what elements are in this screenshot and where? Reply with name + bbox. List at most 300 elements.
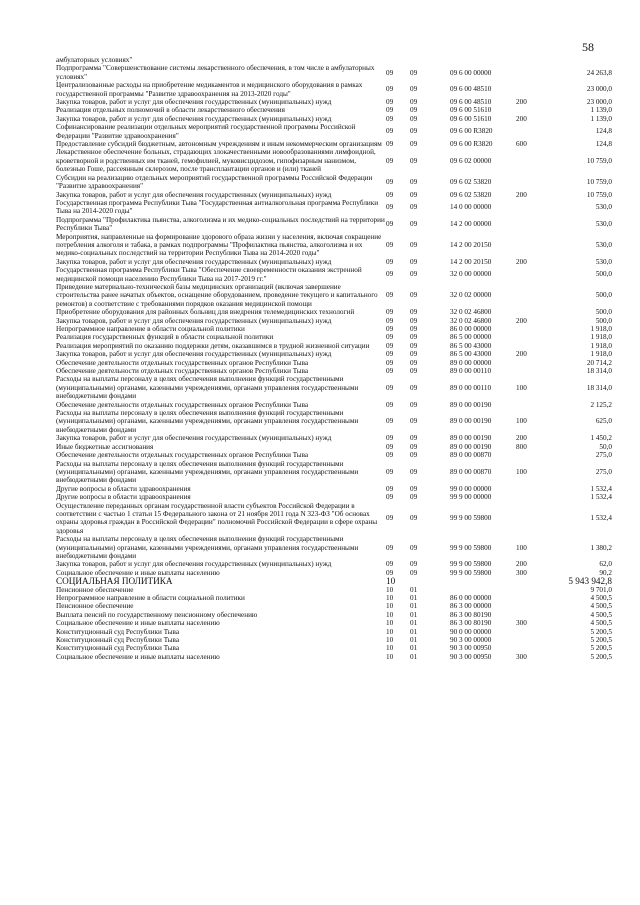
amount: 50,0 bbox=[599, 442, 612, 451]
table-row bbox=[56, 619, 612, 627]
subsection-code: 09 bbox=[410, 341, 418, 350]
table-row bbox=[56, 443, 612, 451]
table-row bbox=[56, 98, 612, 106]
row-name: Выплата пенсий по государственному пенсионному обеспечению bbox=[56, 610, 258, 619]
row-name: Предоставление субсидий бюджетным, автономным учреждениям и иным некоммерческим организациям bbox=[56, 140, 382, 149]
amount: 20 714,2 bbox=[586, 358, 612, 367]
amount: 1 918,0 bbox=[590, 325, 612, 333]
amount: 530,0 bbox=[595, 240, 612, 249]
subsection-code: 09 bbox=[410, 127, 418, 136]
row-name: Субсидии на реализацию отдельных мероприятий государственной программы Российской Федерации "Развитие здравоохранения" bbox=[56, 173, 373, 191]
amount: 275,0 bbox=[595, 467, 612, 476]
section-code: 09 bbox=[386, 203, 394, 212]
target-article-code bbox=[450, 586, 516, 594]
subsection-code: 09 bbox=[410, 177, 418, 186]
table-row bbox=[56, 81, 612, 98]
amount: 1 450,2 bbox=[590, 434, 612, 443]
section-code: 09 bbox=[386, 434, 394, 443]
section-code: 10 bbox=[386, 627, 394, 636]
amount: 10 759,0 bbox=[586, 156, 612, 165]
expense-type-code bbox=[516, 283, 546, 308]
amount: 5 200,5 bbox=[590, 627, 612, 636]
row-name: Обеспечение деятельности отдельных государственных органов Республики Тыва bbox=[56, 451, 309, 460]
table-row bbox=[56, 602, 612, 610]
subsection-code: 09 bbox=[410, 493, 418, 502]
table-row bbox=[56, 502, 612, 536]
section-code: 09 bbox=[386, 219, 394, 228]
target-article-code: 09 6 00 48510 bbox=[450, 98, 492, 107]
expense-type-code: 300 bbox=[516, 568, 527, 577]
row-name: Софинансирование реализации отдельных мероприятий государственной программы Российской Федерации "Развитие здравоохранения" bbox=[56, 123, 356, 140]
expense-type-code bbox=[516, 325, 546, 333]
expense-type-code: 300 bbox=[516, 652, 527, 661]
expense-type-code: 200 bbox=[516, 114, 527, 123]
table-row bbox=[56, 258, 612, 266]
amount: 18 314,0 bbox=[586, 383, 612, 392]
row-name: Пенсионное обеспечение bbox=[56, 602, 134, 611]
expense-type-code: 200 bbox=[516, 98, 527, 107]
table-row bbox=[56, 56, 612, 64]
table-row bbox=[56, 460, 612, 485]
expense-type-code bbox=[516, 594, 546, 602]
target-article-code: 99 0 00 00000 bbox=[450, 484, 492, 493]
budget-table-body bbox=[56, 56, 612, 661]
expense-type-code bbox=[516, 367, 546, 375]
row-name: Социальное обеспечение и иные выплаты населению bbox=[56, 619, 220, 628]
row-name: Обеспечение деятельности отдельных государственных органов Республики Тыва bbox=[56, 400, 309, 409]
subsection-code: 01 bbox=[410, 636, 418, 645]
section-code: 10 bbox=[386, 585, 394, 594]
target-article-code: 86 3 00 00000 bbox=[450, 602, 492, 611]
target-article-code: 09 6 02 53820 bbox=[450, 190, 492, 199]
subsection-code bbox=[410, 577, 450, 585]
section-code: 09 bbox=[386, 156, 394, 165]
expense-type-code: 100 bbox=[516, 467, 527, 476]
subsection-code: 09 bbox=[410, 219, 418, 228]
target-article-code: 09 6 00 51610 bbox=[450, 106, 492, 115]
row-name: Мероприятия, направленные на формирование здорового образа жизни у населения, включая сокращение потребления алкоголя и табака, в рамках подпрограммы "Профилактика пьянства, алкоголизма и их медико-социальных последствий на территории Республики Тыва на 2014-2020 годы" bbox=[56, 232, 382, 258]
table-row bbox=[56, 401, 612, 409]
target-article-code: 32 0 02 46800 bbox=[450, 308, 492, 317]
amount: 9 701,0 bbox=[590, 585, 612, 594]
expense-type-code bbox=[516, 233, 546, 258]
row-name: Закупка товаров, работ и услуг для обеспечения государственных (муниципальных) нужд bbox=[56, 257, 332, 266]
amount: 625,0 bbox=[595, 417, 612, 426]
expense-type-code bbox=[516, 493, 546, 501]
row-name: Осуществление переданных органам государственной власти субъектов Российской Федерации в соответствии с частью 1 статьи 15 Федерального закона от 21 ноября 2011 года N 323-ФЗ "Об основах охраны здоровья граждан в Российской Федерации" полномочий Российской Федерации в сфере охраны здоровья bbox=[56, 501, 378, 535]
subsection-code bbox=[410, 56, 450, 64]
section-code: 09 bbox=[386, 177, 394, 186]
table-row bbox=[56, 191, 612, 199]
amount: 10 759,0 bbox=[586, 190, 612, 199]
target-article-code: 09 6 00 R3820 bbox=[450, 140, 493, 149]
amount: 90,2 bbox=[599, 568, 612, 577]
subsection-code: 09 bbox=[410, 308, 418, 317]
table-row bbox=[56, 594, 612, 602]
amount: 530,0 bbox=[595, 257, 612, 266]
row-name: амбулаторных условиях" bbox=[56, 56, 133, 64]
amount: 530,0 bbox=[595, 203, 612, 212]
section-code: 09 bbox=[386, 240, 394, 249]
row-name: Непрограммное направление в области социальной политики bbox=[56, 325, 245, 333]
target-article-code: 99 9 00 59800 bbox=[450, 543, 492, 552]
section-code: 09 bbox=[386, 85, 394, 94]
table-row bbox=[56, 308, 612, 316]
row-name: Подпрограмма "Совершенствование системы лекарственного обеспечения, в том числе в амбулаторных условиях" bbox=[56, 64, 375, 81]
table-row bbox=[56, 216, 612, 233]
target-article-code: 86 5 00 00000 bbox=[450, 333, 492, 342]
table-row bbox=[56, 367, 612, 375]
row-name: Расходы на выплаты персоналу в целях обеспечения выполнения функций государственными (муниципальными) органами, казенными учреждениями, органами управления государственными внебюджетными фондами bbox=[56, 375, 359, 401]
subsection-code: 09 bbox=[410, 333, 418, 342]
subsection-code: 09 bbox=[410, 156, 418, 165]
amount: 4 500,5 bbox=[590, 610, 612, 619]
expense-type-code bbox=[516, 64, 546, 81]
target-article-code: 89 0 00 00000 bbox=[450, 358, 492, 367]
section-code: 09 bbox=[386, 257, 394, 266]
table-row bbox=[56, 266, 612, 283]
amount: 1 532,4 bbox=[590, 493, 612, 502]
row-name: Лекарственное обеспечение больных, страдающих злокачественными новообразованиями лимфоидной, кроветворной и родственных им тканей, гемофилией, муковисцидозом, гипофизарным нанизмом, болезнью Гоше, рассеянным склерозом, после трансплантации органов и (или) тканей bbox=[56, 148, 376, 174]
expense-type-code bbox=[516, 123, 546, 140]
expense-type-code bbox=[516, 644, 546, 652]
amount: 1 532,4 bbox=[590, 484, 612, 493]
expense-type-code: 300 bbox=[516, 619, 527, 628]
table-row bbox=[56, 451, 612, 459]
expense-type-code bbox=[516, 199, 546, 216]
table-row bbox=[56, 233, 612, 258]
subsection-code: 01 bbox=[410, 644, 418, 653]
expense-type-code bbox=[516, 148, 546, 173]
section-code: 09 bbox=[386, 543, 394, 552]
section-code: 10 bbox=[386, 576, 396, 587]
target-article-code: 14 2 00 20150 bbox=[450, 257, 492, 266]
expense-type-code: 600 bbox=[516, 140, 527, 149]
expense-type-code bbox=[516, 266, 546, 283]
row-name: Реализация мероприятий по оказанию поддержки детям, оказавшимся в трудной жизненной ситуации bbox=[56, 341, 370, 350]
table-row bbox=[56, 199, 612, 216]
section-code: 10 bbox=[386, 636, 394, 645]
amount: 5 200,5 bbox=[590, 644, 612, 653]
amount: 18 314,0 bbox=[586, 367, 612, 376]
row-name: Приобретение оборудования для районных больниц для внедрения телемедицинских технологий bbox=[56, 308, 355, 317]
subsection-code: 09 bbox=[410, 451, 418, 460]
target-article-code: 90 3 00 00000 bbox=[450, 636, 492, 645]
target-article-code: 90 3 00 00950 bbox=[450, 652, 492, 661]
section-code: 10 bbox=[386, 602, 394, 611]
section-code: 10 bbox=[386, 644, 394, 653]
row-name: Социальное обеспечение и иные выплаты населению bbox=[56, 652, 220, 661]
table-row bbox=[56, 317, 612, 325]
target-article-code: 09 6 00 00000 bbox=[450, 68, 492, 77]
table-row bbox=[56, 434, 612, 442]
amount: 10 759,0 bbox=[586, 177, 612, 186]
row-name: Подпрограмма "Профилактика пьянства, алкоголизма и их медико-социальных последствий на территории Республики Тыва" bbox=[56, 215, 385, 233]
row-name: СОЦИАЛЬНАЯ ПОЛИТИКА bbox=[56, 576, 173, 587]
table-row bbox=[56, 64, 612, 81]
expense-type-code: 200 bbox=[516, 316, 527, 325]
target-article-code: 09 6 00 R3820 bbox=[450, 127, 493, 136]
expense-type-code bbox=[516, 485, 546, 493]
target-article-code: 86 0 00 00000 bbox=[450, 325, 492, 333]
section-code: 09 bbox=[386, 190, 394, 199]
amount: 500,0 bbox=[595, 270, 612, 279]
subsection-code: 09 bbox=[410, 85, 418, 94]
row-name: Другие вопросы в области здравоохранения bbox=[56, 484, 191, 493]
section-code: 09 bbox=[386, 98, 394, 107]
table-row bbox=[56, 115, 612, 123]
expense-type-code: 100 bbox=[516, 543, 527, 552]
section-code: 10 bbox=[386, 619, 394, 628]
target-article-code: 86 0 00 00000 bbox=[450, 594, 492, 602]
subsection-code: 09 bbox=[410, 383, 418, 392]
table-row bbox=[56, 653, 612, 661]
section-code: 09 bbox=[386, 467, 394, 476]
expense-type-code bbox=[516, 56, 546, 64]
target-article-code: 89 0 00 00190 bbox=[450, 417, 492, 426]
target-article-code: 99 9 00 00000 bbox=[450, 493, 492, 502]
section-code: 09 bbox=[386, 442, 394, 451]
subsection-code: 09 bbox=[410, 257, 418, 266]
target-article-code: 90 3 00 00950 bbox=[450, 644, 492, 653]
target-article-code: 89 0 00 00870 bbox=[450, 467, 492, 476]
table-row bbox=[56, 283, 612, 308]
section-code: 09 bbox=[386, 291, 394, 300]
subsection-code: 01 bbox=[410, 594, 418, 602]
expense-type-code: 200 bbox=[516, 350, 527, 359]
section-code: 09 bbox=[386, 514, 394, 523]
target-article-code: 09 6 02 00000 bbox=[450, 156, 492, 165]
section-code: 09 bbox=[386, 568, 394, 577]
section-code: 09 bbox=[386, 350, 394, 359]
subsection-code: 09 bbox=[410, 106, 418, 115]
target-article-code: 14 2 00 00000 bbox=[450, 219, 492, 228]
row-name: Централизованные расходы на приобретение медикаментов и медицинского оборудования в рамках государственной программы "Развитие здравоохранения на 2013-2020 годы" bbox=[56, 81, 363, 98]
subsection-code: 09 bbox=[410, 270, 418, 279]
expense-type-code bbox=[516, 333, 546, 341]
row-name: Другие вопросы в области здравоохранения bbox=[56, 493, 191, 502]
target-article-code: 09 6 02 53820 bbox=[450, 177, 492, 186]
subsection-code: 09 bbox=[410, 240, 418, 249]
table-row bbox=[56, 140, 612, 148]
section-code: 09 bbox=[386, 270, 394, 279]
expense-type-code: 200 bbox=[516, 560, 527, 569]
table-row bbox=[56, 333, 612, 341]
subsection-code: 09 bbox=[410, 190, 418, 199]
subsection-code: 09 bbox=[410, 442, 418, 451]
subsection-code: 09 bbox=[410, 568, 418, 577]
expense-type-code bbox=[516, 611, 546, 619]
section-code: 09 bbox=[386, 341, 394, 350]
budget-table bbox=[56, 56, 612, 661]
expense-type-code: 200 bbox=[516, 257, 527, 266]
table-row bbox=[56, 375, 612, 400]
subsection-code: 09 bbox=[410, 140, 418, 149]
section-code: 09 bbox=[386, 114, 394, 123]
table-row bbox=[56, 611, 612, 619]
subsection-code: 09 bbox=[410, 358, 418, 367]
table-row bbox=[56, 350, 612, 358]
section-code: 09 bbox=[386, 333, 394, 342]
section-code: 09 bbox=[386, 484, 394, 493]
amount: 530,0 bbox=[595, 219, 612, 228]
target-article-code: 99 9 00 59800 bbox=[450, 514, 492, 523]
row-name: Пенсионное обеспечение bbox=[56, 585, 134, 594]
expense-type-code bbox=[516, 586, 546, 594]
subsection-code: 09 bbox=[410, 400, 418, 409]
expense-type-code: 100 bbox=[516, 383, 527, 392]
subsection-code: 09 bbox=[410, 434, 418, 443]
section-code: 09 bbox=[386, 560, 394, 569]
section-code: 09 bbox=[386, 358, 394, 367]
row-name: Конституционный суд Республики Тыва bbox=[56, 644, 180, 653]
row-name: Закупка товаров, работ и услуг для обеспечения государственных (муниципальных) нужд bbox=[56, 316, 332, 325]
amount: 1 918,0 bbox=[590, 333, 612, 342]
section-code: 09 bbox=[386, 140, 394, 149]
target-article-code: 86 3 00 80190 bbox=[450, 610, 492, 619]
expense-type-code bbox=[516, 308, 546, 316]
row-name: Социальное обеспечение и иные выплаты населению bbox=[56, 568, 220, 577]
section-code: 09 bbox=[386, 316, 394, 325]
section-code: 09 bbox=[386, 68, 394, 77]
expense-type-code bbox=[516, 577, 546, 585]
subsection-code: 09 bbox=[410, 467, 418, 476]
target-article-code: 89 0 00 00190 bbox=[450, 442, 492, 451]
section-code: 10 bbox=[386, 594, 394, 602]
row-name: Иные бюджетные ассигнования bbox=[56, 442, 154, 451]
target-article-code: 14 2 00 20150 bbox=[450, 240, 492, 249]
row-name: Обеспечение деятельности отдельных государственных органов Республики Тыва bbox=[56, 367, 309, 376]
table-row bbox=[56, 560, 612, 568]
row-name: Закупка товаров, работ и услуг для обеспечения государственных (муниципальных) нужд bbox=[56, 190, 332, 199]
page-number: 58 bbox=[582, 40, 594, 54]
row-name: Государственная программа Республики Тыва "Обеспечение своевременности оказания экстренной медицинской помощи населению Республики Тыва на 2017-2019 гг." bbox=[56, 266, 362, 283]
expense-type-code bbox=[516, 451, 546, 459]
amount: 1 380,2 bbox=[590, 543, 612, 552]
amount bbox=[546, 56, 612, 64]
expense-type-code: 100 bbox=[516, 417, 527, 426]
row-name: Государственная программа Республики Тыва "Государственная антиалкогольная программа Республики Тыва на 2014-2020 годы" bbox=[56, 198, 379, 216]
row-name: Непрограммное направление в области социальной политики bbox=[56, 594, 245, 602]
target-article-code: 32 0 00 00000 bbox=[450, 270, 492, 279]
section-code: 09 bbox=[386, 308, 394, 317]
table-row bbox=[56, 123, 612, 140]
expense-type-code: 800 bbox=[516, 442, 527, 451]
row-name: Закупка товаров, работ и услуг для обеспечения государственных (муниципальных) нужд bbox=[56, 98, 332, 107]
subsection-code: 01 bbox=[410, 610, 418, 619]
amount: 24 263,8 bbox=[586, 68, 612, 77]
expense-type-code bbox=[516, 628, 546, 636]
table-row bbox=[56, 493, 612, 501]
target-article-code: 89 0 00 00110 bbox=[450, 383, 492, 392]
expense-type-code: 200 bbox=[516, 434, 527, 443]
row-name: Закупка товаров, работ и услуг для обеспечения государственных (муниципальных) нужд bbox=[56, 434, 332, 443]
target-article-code: 89 0 00 00190 bbox=[450, 434, 492, 443]
amount: 1 139,0 bbox=[590, 114, 612, 123]
expense-type-code bbox=[516, 106, 546, 114]
amount: 500,0 bbox=[595, 308, 612, 317]
target-article-code: 09 6 00 51610 bbox=[450, 114, 492, 123]
subsection-code: 09 bbox=[410, 543, 418, 552]
row-name: Обеспечение деятельности отдельных государственных органов Республики Тыва bbox=[56, 358, 309, 367]
subsection-code: 09 bbox=[410, 291, 418, 300]
amount: 4 500,5 bbox=[590, 594, 612, 602]
row-name: Реализация отдельных полномочий в области лекарственного обеспечения bbox=[56, 106, 285, 115]
section-code: 09 bbox=[386, 106, 394, 115]
target-article-code: 99 9 00 59800 bbox=[450, 560, 492, 569]
subsection-code: 09 bbox=[410, 367, 418, 376]
subsection-code: 09 bbox=[410, 560, 418, 569]
target-article-code: 32 0 02 46800 bbox=[450, 316, 492, 325]
subsection-code: 09 bbox=[410, 417, 418, 426]
section-code: 09 bbox=[386, 400, 394, 409]
expense-type-code bbox=[516, 502, 546, 536]
amount: 2 125,2 bbox=[590, 400, 612, 409]
subsection-code: 09 bbox=[410, 484, 418, 493]
table-row bbox=[56, 359, 612, 367]
section-code: 09 bbox=[386, 127, 394, 136]
section-code: 09 bbox=[386, 367, 394, 376]
table-row bbox=[56, 174, 612, 191]
target-article-code: 09 6 00 48510 bbox=[450, 85, 492, 94]
target-article-code: 14 0 00 00000 bbox=[450, 203, 492, 212]
table-row bbox=[56, 325, 612, 333]
subsection-code: 09 bbox=[410, 68, 418, 77]
subsection-code: 09 bbox=[410, 316, 418, 325]
subsection-code: 09 bbox=[410, 203, 418, 212]
amount: 1 139,0 bbox=[590, 106, 612, 115]
section-code: 09 bbox=[386, 451, 394, 460]
row-name: Расходы на выплаты персоналу в целях обеспечения выполнения функций государственными (муниципальными) органами, казенными учреждениями, органами управления государственными внебюджетными фондами bbox=[56, 459, 359, 485]
table-row bbox=[56, 535, 612, 560]
amount: 62,0 bbox=[599, 560, 612, 569]
table-row bbox=[56, 485, 612, 493]
table-row bbox=[56, 628, 612, 636]
amount: 5 943 942,8 bbox=[568, 576, 612, 587]
row-name: Закупка товаров, работ и услуг для обеспечения государственных (муниципальных) нужд bbox=[56, 114, 332, 123]
subsection-code: 09 bbox=[410, 350, 418, 359]
table-row bbox=[56, 586, 612, 594]
target-article-code bbox=[450, 56, 516, 64]
target-article-code: 90 0 00 00000 bbox=[450, 627, 492, 636]
section-code bbox=[386, 56, 410, 64]
expense-type-code bbox=[516, 359, 546, 367]
expense-type-code bbox=[516, 81, 546, 98]
target-article-code: 89 0 00 00870 bbox=[450, 451, 492, 460]
amount: 4 500,5 bbox=[590, 619, 612, 628]
expense-type-code bbox=[516, 216, 546, 233]
subsection-code: 01 bbox=[410, 619, 418, 628]
row-name: Конституционный суд Республики Тыва bbox=[56, 627, 180, 636]
amount: 275,0 bbox=[595, 451, 612, 460]
amount: 5 200,5 bbox=[590, 652, 612, 661]
amount: 5 200,5 bbox=[590, 636, 612, 645]
target-article-code: 86 3 00 80190 bbox=[450, 619, 492, 628]
expense-type-code: 200 bbox=[516, 190, 527, 199]
section-code: 09 bbox=[386, 325, 394, 333]
amount: 1 532,4 bbox=[590, 514, 612, 523]
row-name: Расходы на выплаты персоналу в целях обеспечения выполнения функций государственными (муниципальными) органами, казенными учреждениями, органами управления государственными внебюджетными фондами bbox=[56, 535, 359, 560]
amount: 500,0 bbox=[595, 291, 612, 300]
amount: 1 918,0 bbox=[590, 341, 612, 350]
row-name: Конституционный суд Республики Тыва bbox=[56, 636, 180, 645]
amount: 124,8 bbox=[595, 127, 612, 136]
table-row bbox=[56, 577, 612, 585]
target-article-code bbox=[450, 577, 516, 585]
amount: 1 918,0 bbox=[590, 350, 612, 359]
row-name: Закупка товаров, работ и услуг для обеспечения государственных (муниципальных) нужд bbox=[56, 350, 332, 359]
section-code: 09 bbox=[386, 417, 394, 426]
